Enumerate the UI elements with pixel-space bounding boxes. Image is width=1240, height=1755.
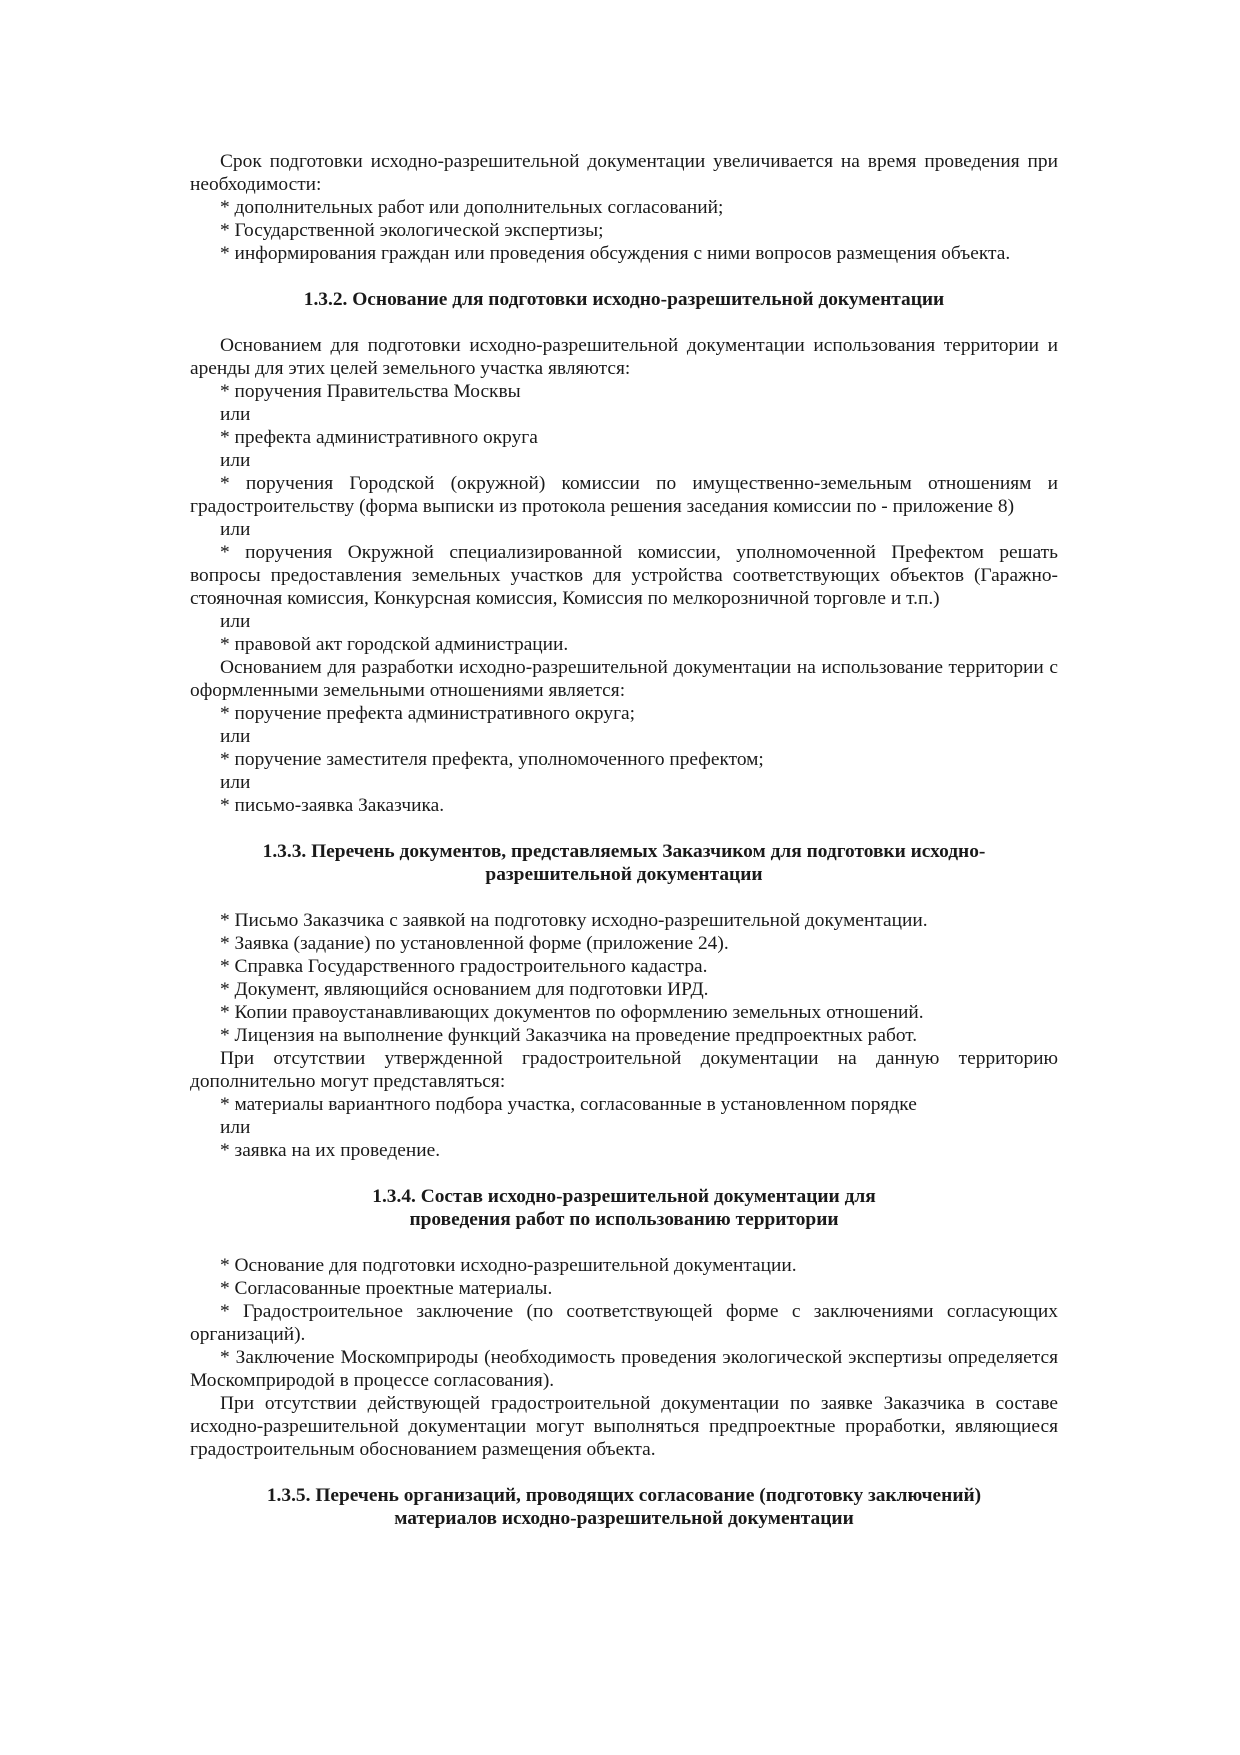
or-text: или xyxy=(220,519,251,540)
list-item: * Справка Государственного градостроительного кадастра. xyxy=(220,956,708,977)
list-item: * правовой акт городской администрации. xyxy=(220,634,569,655)
or-text: или xyxy=(220,611,251,632)
list-item: * информирования граждан или проведения обсуждения с ними вопросов размещения объекта. xyxy=(220,243,1011,264)
or-text: или xyxy=(220,726,251,747)
list-item: * Заявка (задание) по установленной форме (приложение 24). xyxy=(220,933,729,954)
list-item: * письмо-заявка Заказчика. xyxy=(220,795,445,816)
list-item: * поручения Городской (окружной) комиссии по имущественно-земельным отношениям и градостроительству (форма выписки из протокола решения заседания комиссии по - приложение 8) xyxy=(190,473,1058,517)
list-item: * Основание для подготовки исходно-разрешительной документации. xyxy=(220,1255,797,1276)
or-text: или xyxy=(220,1117,251,1138)
list-item: * Заключение Москомприроды (необходимость проведения экологической экспертизы определяется Москомприродой в процессе согласования). xyxy=(190,1347,1058,1391)
list-item: * Государственной экологической экспертизы; xyxy=(220,220,604,241)
paragraph: При отсутствии действующей градостроительной документации по заявке Заказчика в составе исходно-разрешительной документации могут выполняться предпроектные проработки, являющиеся градостроительным обоснованием размещения объекта. xyxy=(190,1393,1058,1460)
section-heading-1-3-5: 1.3.5. Перечень организаций, проводящих согласование (подготовку заключений) материалов исходно-разрешительной документации xyxy=(266,1485,982,1529)
list-item: * Копии правоустанавливающих документов по оформлению земельных отношений. xyxy=(220,1002,924,1023)
list-item: * Градостроительное заключение (по соответствующей форме с заключениями согласующих организаций). xyxy=(190,1301,1058,1345)
paragraph: Основанием для разработки исходно-разрешительной документации на использование территории с оформленными земельными отношениями является: xyxy=(190,657,1058,701)
paragraph-term: Срок подготовки исходно-разрешительной документации увеличивается на время проведения при необходимости: xyxy=(190,151,1058,195)
list-item: * заявка на их проведение. xyxy=(220,1140,441,1161)
list-item: * материалы вариантного подбора участка, согласованные в установленном порядке xyxy=(220,1094,917,1115)
list-item: * префекта административного округа xyxy=(220,427,538,448)
or-text: или xyxy=(220,404,251,425)
section-heading-1-3-3: 1.3.3. Перечень документов, представляемых Заказчиком для подготовки исходно- разрешительной документации xyxy=(262,841,986,885)
list-item: * поручение префекта административного округа; xyxy=(220,703,636,724)
list-item: * поручения Окружной специализированной комиссии, уполномоченной Префектом решать вопросы предоставления земельных участков для устройства соответствующих объектов (Гаражно-стояночная комиссия, Конкурсная комиссия, Комиссия по мелкорозничной торговле и т.п.) xyxy=(190,542,1058,609)
document-page xyxy=(190,150,1058,1530)
section-heading-1-3-4: 1.3.4. Состав исходно-разрешительной документации для проведения работ по использованию территории xyxy=(372,1186,876,1230)
list-item: * Документ, являющийся основанием для подготовки ИРД. xyxy=(220,979,709,1000)
list-item: * Лицензия на выполнение функций Заказчика на проведение предпроектных работ. xyxy=(220,1025,918,1046)
list-item: * Согласованные проектные материалы. xyxy=(220,1278,553,1299)
list-item: * дополнительных работ или дополнительных согласований; xyxy=(220,197,724,218)
list-item: * Письмо Заказчика с заявкой на подготовку исходно-разрешительной документации. xyxy=(220,910,928,931)
paragraph: Основанием для подготовки исходно-разрешительной документации использования территории и аренды для этих целей земельного участка являются: xyxy=(190,335,1058,379)
section-heading-1-3-2: 1.3.2. Основание для подготовки исходно-разрешительной документации xyxy=(303,289,945,310)
list-item: * поручения Правительства Москвы xyxy=(220,381,521,402)
or-text: или xyxy=(220,450,251,471)
list-item: * поручение заместителя префекта, уполномоченного префектом; xyxy=(220,749,764,770)
paragraph: При отсутствии утвержденной градостроительной документации на данную территорию дополнительно могут представляться: xyxy=(190,1048,1058,1092)
or-text: или xyxy=(220,772,251,793)
